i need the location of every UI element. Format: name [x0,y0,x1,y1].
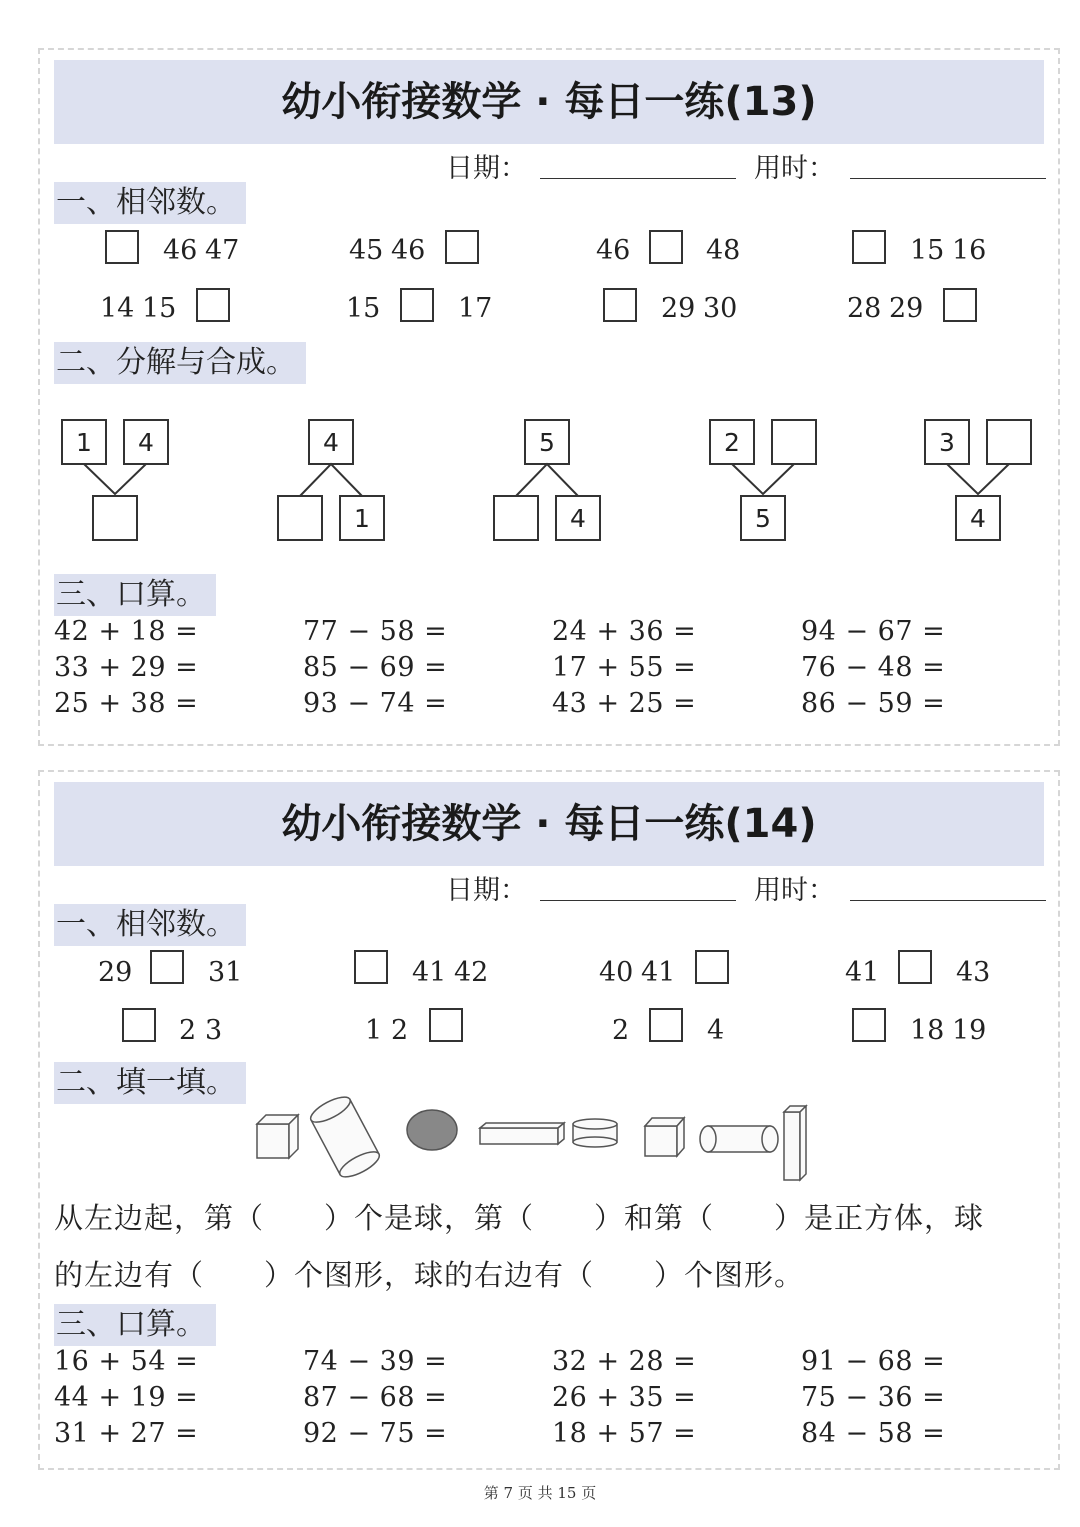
bond-number: 3 [939,428,955,457]
calc-problem: 92 − 75 = [303,1418,448,1449]
number: 16 [952,235,987,266]
section-heading-fill-in: 二、填一填。 [54,1062,246,1104]
calc-problem: 42 + 18 = [54,616,199,647]
number: 2 [179,1015,197,1046]
date-label: 日期： [446,153,527,184]
number: 40 [599,957,634,988]
time-label: 用时： [754,153,835,184]
number: 46 [163,235,198,266]
number: 48 [706,235,741,266]
number: 45 [349,235,384,266]
number: 31 [208,957,243,988]
bond-connector [300,464,362,496]
calc-problem: 44 + 19 = [54,1382,199,1413]
bond-connector [516,464,578,496]
calc-problem: 16 + 54 = [54,1346,199,1377]
number: 29 [661,293,696,324]
worksheet-title: 幼小衔接数学 · 每日一练(14) [281,801,817,847]
bond-answer-box [987,420,1031,464]
fill-in-sentence: 从左边起，第（ ）个是球，第（ ）和第（ ）是正方体，球 [54,1201,985,1235]
bond-connector [84,464,146,494]
number: 29 [98,957,133,988]
number: 18 [910,1015,945,1046]
calc-problem: 17 + 55 = [552,652,697,683]
calc-problem: 26 + 35 = [552,1382,697,1413]
fill-in-sentence: 的左边有（ ）个图形，球的右边有（ ）个图形。 [54,1258,805,1292]
number: 15 [142,293,177,324]
number: 47 [205,235,240,266]
calc-problem: 86 − 59 = [801,688,946,719]
section-heading-mental-math: 三、口算。 [54,1304,216,1346]
number: 3 [205,1015,223,1046]
calc-problem: 74 − 39 = [303,1346,448,1377]
bond-number: 2 [724,428,740,457]
calc-problem: 85 − 69 = [303,652,448,683]
bond-connector [947,464,1009,494]
section-heading-neighbors: 一、相邻数。 [54,182,246,224]
bond-answer-box [494,496,538,540]
worksheet-13 [38,48,1060,746]
number: 1 [365,1015,383,1046]
sphere-icon [407,1110,457,1150]
cuboid-icon [480,1123,564,1144]
bond-answer-box [278,496,322,540]
calc-problem: 32 + 28 = [552,1346,697,1377]
calc-problem: 77 − 58 = [303,616,448,647]
time-label: 用时： [754,875,835,906]
bond-answer-box [772,420,816,464]
calc-problem: 25 + 38 = [54,688,199,719]
bond-number: 4 [323,428,339,457]
number: 41 [412,957,447,988]
cylinder-icon [573,1119,617,1147]
calc-problem: 87 − 68 = [303,1382,448,1413]
worksheet-14 [38,770,1060,1470]
calc-problem: 33 + 29 = [54,652,199,683]
number: 29 [889,293,924,324]
calc-problem: 84 − 58 = [801,1418,946,1449]
calc-problem: 24 + 36 = [552,616,697,647]
calc-problem: 43 + 25 = [552,688,697,719]
number: 17 [458,293,493,324]
section-heading-bonds: 二、分解与合成。 [54,342,306,384]
number: 2 [391,1015,409,1046]
page-footer: 第 7 页 共 15 页 [483,1484,597,1502]
number: 28 [847,293,882,324]
calc-problem: 31 + 27 = [54,1418,199,1449]
bond-number: 1 [76,428,92,457]
bond-number: 1 [354,504,370,533]
calc-problem: 91 − 68 = [801,1346,946,1377]
section-heading-mental-math: 三、口算。 [54,574,216,616]
section-heading-neighbors: 一、相邻数。 [54,904,246,946]
number: 46 [596,235,631,266]
number: 41 [641,957,676,988]
calc-problem: 18 + 57 = [552,1418,697,1449]
calc-problem: 75 − 36 = [801,1382,946,1413]
number: 46 [391,235,426,266]
bond-number: 5 [539,428,555,457]
worksheet-title: 幼小衔接数学 · 每日一练(13) [281,79,817,125]
bond-number: 4 [570,504,586,533]
cylinder-icon [700,1126,778,1152]
number: 15 [346,293,381,324]
bond-connector [732,464,794,494]
number: 42 [454,957,489,988]
cuboid-icon [784,1106,806,1180]
calc-problem: 94 − 67 = [801,616,946,647]
number: 43 [956,957,991,988]
calc-problem: 93 − 74 = [303,688,448,719]
cube-icon [645,1118,684,1156]
number: 4 [707,1015,725,1046]
number: 2 [612,1015,630,1046]
number: 14 [100,293,135,324]
bond-number: 4 [138,428,154,457]
bond-number: 4 [970,504,986,533]
number: 15 [910,235,945,266]
bond-number: 5 [755,504,771,533]
cube-icon [257,1115,298,1158]
number: 30 [703,293,738,324]
number: 19 [952,1015,987,1046]
calc-problem: 76 − 48 = [801,652,946,683]
cylinder-icon [307,1092,382,1182]
bond-answer-box [93,496,137,540]
date-label: 日期： [446,875,527,906]
number: 41 [845,957,880,988]
